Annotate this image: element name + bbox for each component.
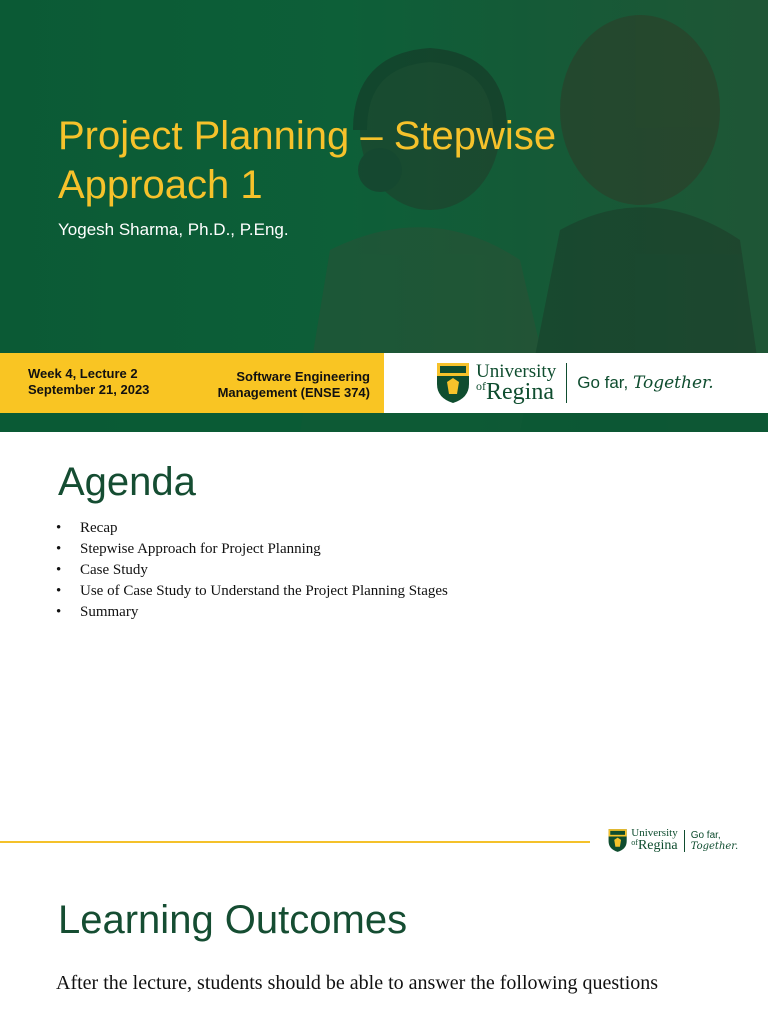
author-name: Yogesh Sharma, Ph.D., P.Eng.	[58, 220, 289, 239]
course-line-1: Software Engineering	[236, 369, 370, 384]
course-info	[218, 369, 370, 401]
agenda-slide	[0, 432, 768, 864]
footer-logo-divider	[684, 830, 685, 852]
footer-logo-of: of	[631, 838, 638, 847]
logo-panel	[384, 353, 768, 413]
footer-rule	[0, 841, 590, 843]
tagline-together: Together.	[632, 373, 714, 393]
university-logo	[436, 362, 714, 404]
agenda-item: • Recap	[56, 518, 448, 539]
tagline-go-far: Go far,	[577, 373, 629, 392]
footer-logo-regina: Regina	[637, 838, 678, 853]
logo-of: of	[476, 379, 486, 393]
logo-university: University	[476, 361, 557, 382]
week-label: Week 4, Lecture 2	[28, 366, 138, 381]
learning-outcomes-slide	[0, 864, 768, 1024]
footer-tagline-go-far: Go far,	[690, 829, 721, 841]
course-line-2: Management (ENSE 374)	[217, 385, 370, 400]
crest-icon	[436, 362, 470, 404]
agenda-item: • Use of Case Study to Understand the Project Planning Stages	[56, 581, 448, 602]
lecture-info	[28, 366, 149, 398]
date-label: September 21, 2023	[28, 382, 150, 397]
info-yellow-panel	[0, 353, 384, 413]
logo-divider	[566, 363, 567, 403]
agenda-list	[56, 518, 448, 623]
learning-outcomes-text: After the lecture, students should be able to answer the following questions	[56, 972, 659, 994]
footer-logo-university: University	[631, 827, 678, 839]
title-slide	[0, 0, 768, 432]
agenda-item: • Case Study	[56, 560, 448, 581]
footer-tagline-together: Together.	[690, 840, 739, 852]
learning-outcomes-title: Learning Outcomes	[58, 898, 408, 942]
crest-icon	[608, 828, 627, 853]
agenda-item: • Stepwise Approach for Project Planning	[56, 539, 448, 560]
footer-logo	[608, 828, 768, 853]
agenda-title: Agenda	[58, 460, 196, 504]
logo-regina: Regina	[486, 379, 554, 405]
agenda-item: • Summary	[56, 602, 448, 623]
info-bar	[0, 353, 768, 413]
slide-title: Project Planning – Stepwise Approach 1	[58, 114, 557, 207]
